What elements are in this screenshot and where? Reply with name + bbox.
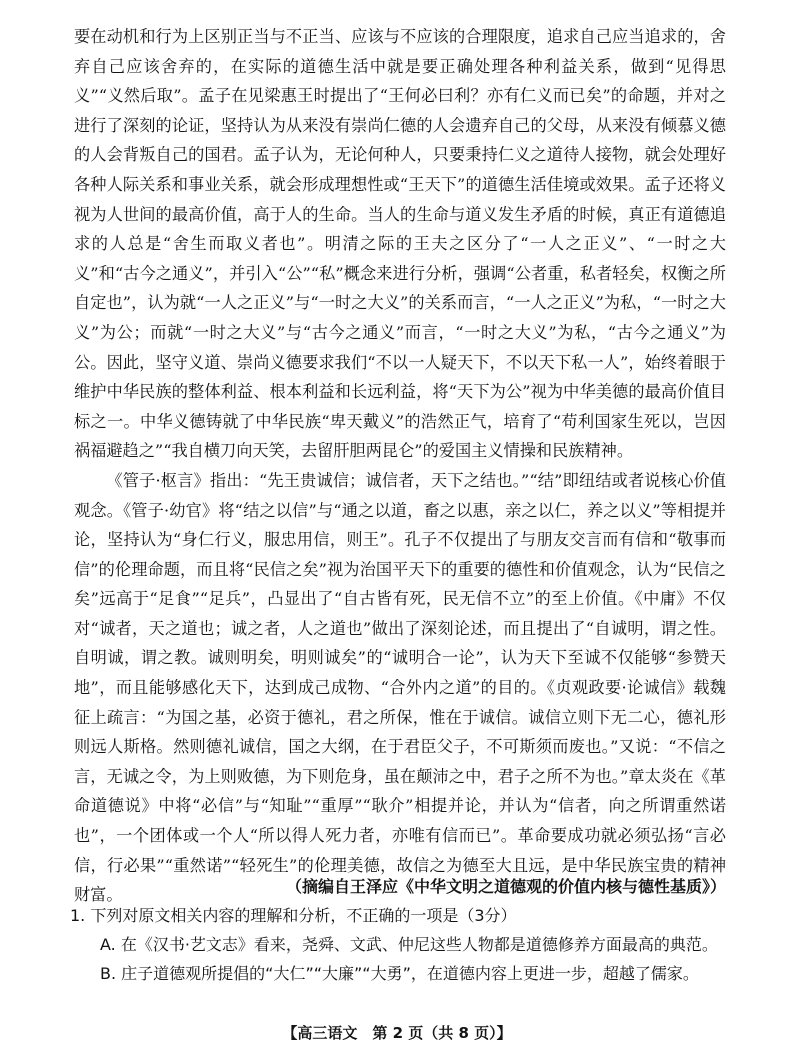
article-body	[74, 22, 726, 910]
question-1	[70, 901, 730, 988]
article-paragraph-2: 《管子·枢言》指出：“先王贵诚信；诚信者，天下之结也。”“结”即纽结或者说核心价值观念。《管子·幼官》将“结之以信”与“通之以道，畜之以惠，亲之以仁，养之以义”等相提并论，坚持认为“身仁行义，服忠用信，则王”。孔子不仅提出了与朋友交言而有信和“敬事而信”的伦理命题，而且将“民信之矣”视为治国平天下的重要的德性和价值观念，认为“民信之矣”远高于“足食”“足兵”，凸显出了“自古皆有死，民无信不立”的至上价值。《中庸》不仅对“诚者，天之道也；诚之者，人之道也”做出了深刻论述，而且提出了“自诚明，谓之性。自明诚，谓之教。诚则明矣，明则诚矣”的“诚明合一论”，认为天下至诚不仅能够“参赞天地”，而且能够感化天下，达到成己成物、“合外内之道”的目的。《贞观政要·论诚信》载魏征上疏言：“为国之基，必资于德礼，君之所保，惟在于诚信。诚信立则下无二心，德礼形则远人斯格。然则德礼诚信，国之大纲，在于君臣父子，不可斯须而废也。”又说：“不信之言，无诚之令，为上则败德，为下则危身，虽在颠沛之中，君子之所不为也。”章太炎在《革命道德说》中将“必信”与“知耻”“重厚”“耿介”相提并论，并认为“信者，向之所谓重然诺也”，一个团体或一个人“所以得人死力者，亦唯有信而已”。革命要成功就必须弘扬“言必信，行必果”“重然诺”“轻死生”的伦理美德，故信之为德至大且远，是中华民族宝贵的精神财富。	[74, 470, 726, 905]
question-option-b: B. 庄子道德观所提倡的“大仁”“大廉”“大勇”，在道德内容上更进一步，超越了儒家。	[100, 964, 699, 983]
page-footer: 【高三语文 第 2 页（共 8 页）】	[282, 1024, 512, 1042]
question-stem: 1. 下列对原文相关内容的理解和分析，不正确的一项是（3分）	[70, 906, 517, 925]
question-option-a: A. 在《汉书·艺文志》看来，尧舜、文武、仲尼这些人物都是道德修养方面最高的典范。	[100, 935, 718, 954]
article-source: （摘编自王泽应《中华文明之道德观的价值内核与德性基质》）	[285, 877, 726, 896]
article-paragraph-1: 要在动机和行为上区别正当与不正当、应该与不应该的合理限度，追求自己应当追求的，舍弃自己应该舍弃的，在实际的道德生活中就是要正确处理各种利益关系，做到“见得思义”“义然后取”。孟子在见梁惠王时提出了“王何必曰利？亦有仁义而已矣”的命题，并对之进行了深刻的论证，坚持认为从来没有崇尚仁德的人会遗弃自己的父母，从来没有倾慕义德的人会背叛自己的国君。孟子认为，无论何种人，只要秉持仁义之道待人接物，就会处理好各种人际关系和事业关系，就会形成理想性或“王天下”的道德生活佳境或效果。孟子还将义视为人世间的最高价值，高于人的生命。当人的生命与道义发生矛盾的时候，真正有道德追求的人总是“舍生而取义者也”。明清之际的王夫之区分了“一人之正义”、“一时之大义”和“古今之通义”，并引入“公”“私”概念来进行分析，强调“公者重，私者轻矣，权衡之所自定也”，认为就“一人之正义”与“一时之大义”的关系而言，“一人之正义”为私，“一时之大义”为公；而就“一时之大义”与“古今之通义”而言，“一时之大义”为私，“古今之通义”为公。因此，坚守义道、崇尚义德要求我们“不以一人疑天下，不以天下私一人”，始终着眼于维护中华民族的整体利益、根本利益和长远利益，将“天下为公”视为中华美德的最高价值目标之一。中华义德铸就了中华民族“卑天戴义”的浩然正气，培育了“苟利国家生死以，岂因祸福避趋之”“我自横刀向天笑，去留肝胆两昆仑”的爱国主义情操和民族精神。	[74, 27, 726, 461]
